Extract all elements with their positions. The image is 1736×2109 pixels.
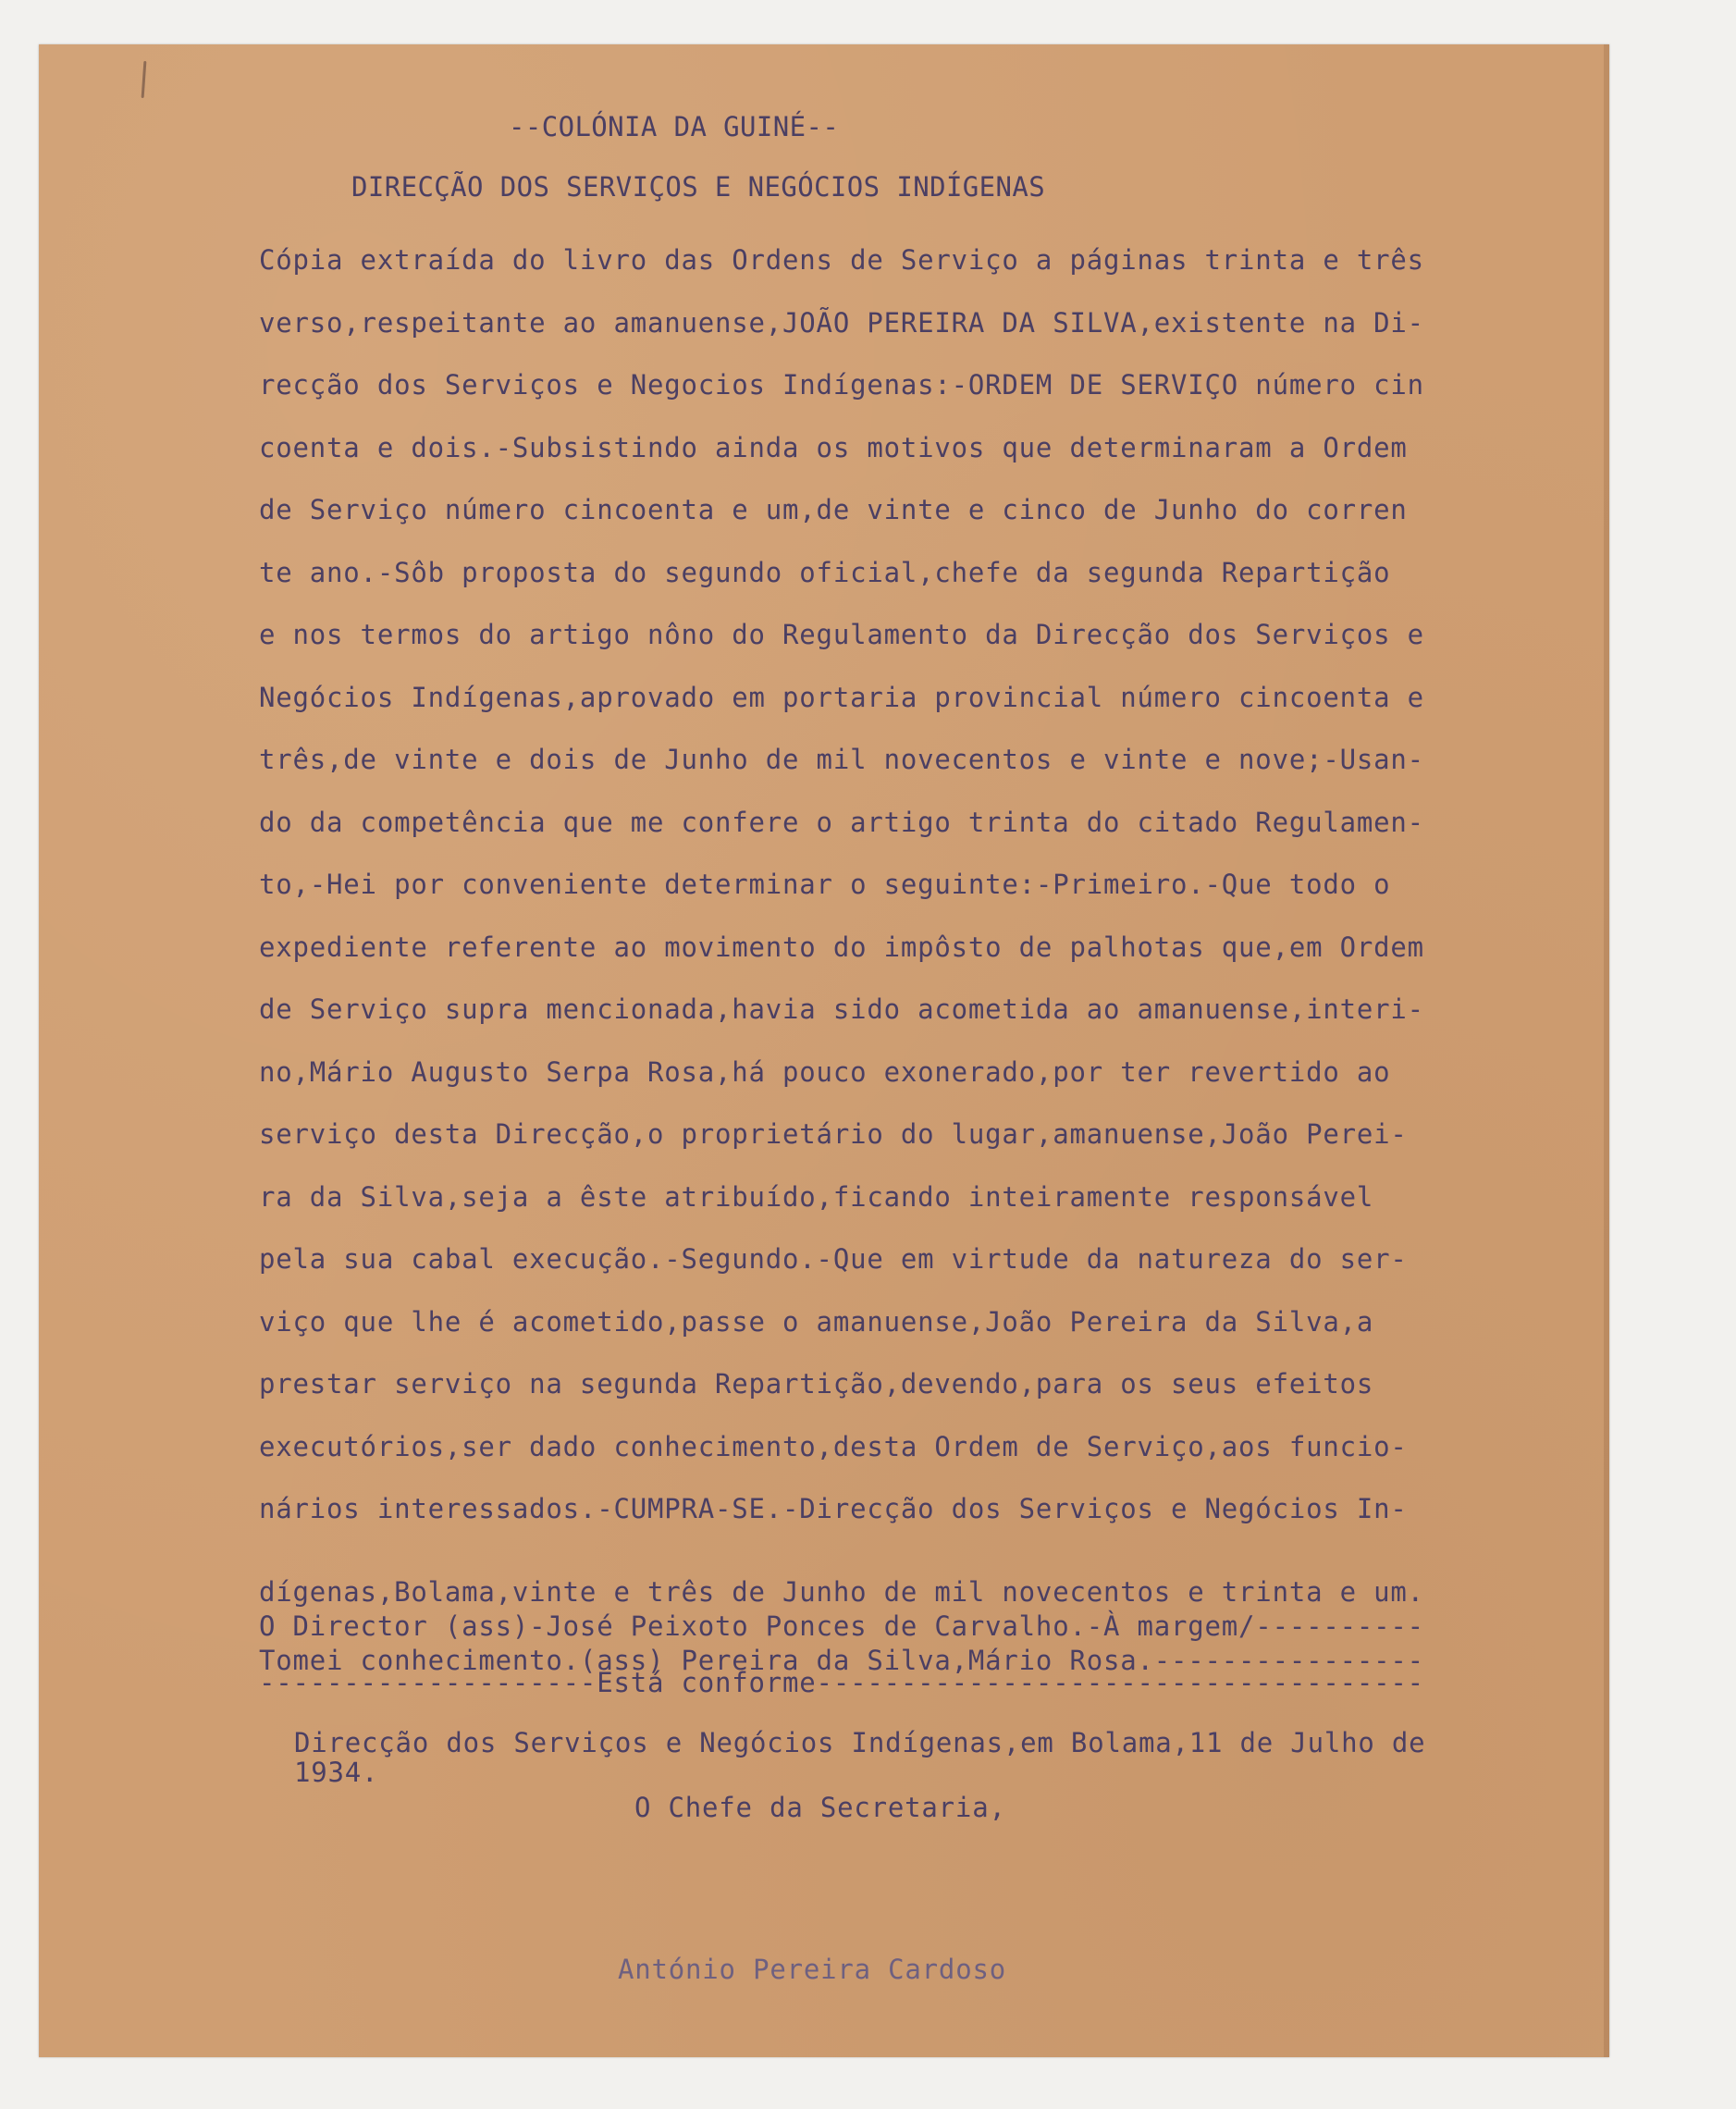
body-line: recção dos Serviços e Negocios Indígenas:-ORDEM DE SERVIÇO número cin bbox=[259, 369, 1424, 401]
body-line: coenta e dois.-Subsistindo ainda os motivos que determinaram a Ordem bbox=[259, 431, 1408, 463]
body-line: te ano.-Sôb proposta do segundo oficial,chefe da segunda Repartição bbox=[259, 556, 1391, 588]
document-title: --COLÓNIA DA GUINÉ-- bbox=[509, 111, 840, 142]
closing-block bbox=[294, 1728, 1570, 1787]
pencil-mark bbox=[142, 61, 147, 98]
body-line: viço que lhe é acometido,passe o amanuense,João Pereira da Silva,a bbox=[259, 1305, 1374, 1338]
body-line: de Serviço supra mencionada,havia sido acometida ao amanuense,interi- bbox=[259, 993, 1424, 1025]
body-line: serviço desta Direcção,o proprietário do lugar,amanuense,João Perei- bbox=[259, 1118, 1408, 1150]
body-line: três,de vinte e dois de Junho de mil novecentos e vinte e nove;-Usan- bbox=[259, 744, 1424, 775]
body-line: pela sua cabal execução.-Segundo.-Que em virtude da natureza do ser- bbox=[259, 1243, 1408, 1275]
signature-block bbox=[259, 1575, 1572, 1678]
body-line: expediente referente ao movimento do impôsto de palhotas que,em Ordem bbox=[259, 931, 1424, 963]
body-line: executórios,ser dado conhecimento,desta Ordem de Serviço,aos funcio- bbox=[259, 1430, 1408, 1462]
chefe-title: O Chefe da Secretaria, bbox=[634, 1792, 1006, 1823]
tight-line: Tomei conhecimento.(ass) Pereira da Silva,Mário Rosa.---------------- bbox=[259, 1645, 1424, 1676]
body-line: verso,respeitante ao amanuense,JOÃO PEREIRA DA SILVA,existente na Di- bbox=[259, 306, 1424, 339]
conforme-line: --------------------Está conforme------------------------------------ bbox=[259, 1667, 1424, 1698]
tight-line: O Director (ass)-José Peixoto Ponces de Carvalho.-À margem/---------- bbox=[259, 1610, 1424, 1642]
body-line: Negócios Indígenas,aprovado em portaria provincial número cincoenta e bbox=[259, 681, 1424, 713]
body-line: do da competência que me confere o artigo trinta do citado Regulamen- bbox=[259, 806, 1424, 838]
body-line: no,Mário Augusto Serpa Rosa,há pouco exonerado,por ter revertido ao bbox=[259, 1055, 1391, 1088]
signatory-name: António Pereira Cardoso bbox=[618, 1954, 1006, 1985]
closing-line: Direcção dos Serviços e Negócios Indígenas,em Bolama,11 de Julho de bbox=[294, 1727, 1426, 1758]
tight-line: dígenas,Bolama,vinte e três de Junho de mil novecentos e trinta e um. bbox=[259, 1576, 1424, 1608]
body-line: to,-Hei por conveniente determinar o seguinte:-Primeiro.-Que todo o bbox=[259, 869, 1391, 900]
body-line: e nos termos do artigo nôno do Regulamento da Direcção dos Serviços e bbox=[259, 619, 1424, 650]
body-line: prestar serviço na segunda Repartição,devendo,para os seus efeitos bbox=[259, 1368, 1374, 1400]
body-line: ra da Silva,seja a êste atribuído,ficando inteiramente responsável bbox=[259, 1180, 1374, 1213]
body-line: nários interessados.-CUMPRA-SE.-Direcção dos Serviços e Negócios In- bbox=[259, 1493, 1408, 1524]
document-subtitle: DIRECÇÃO DOS SERVIÇOS E NEGÓCIOS INDÍGENAS bbox=[351, 171, 1046, 203]
document-body bbox=[259, 229, 1572, 1541]
closing-line: 1934. bbox=[294, 1757, 379, 1788]
body-line: Cópia extraída do livro das Ordens de Serviço a páginas trinta e três bbox=[259, 244, 1424, 276]
body-line: de Serviço número cincoenta e um,de vinte e cinco de Junho do corren bbox=[259, 494, 1408, 525]
